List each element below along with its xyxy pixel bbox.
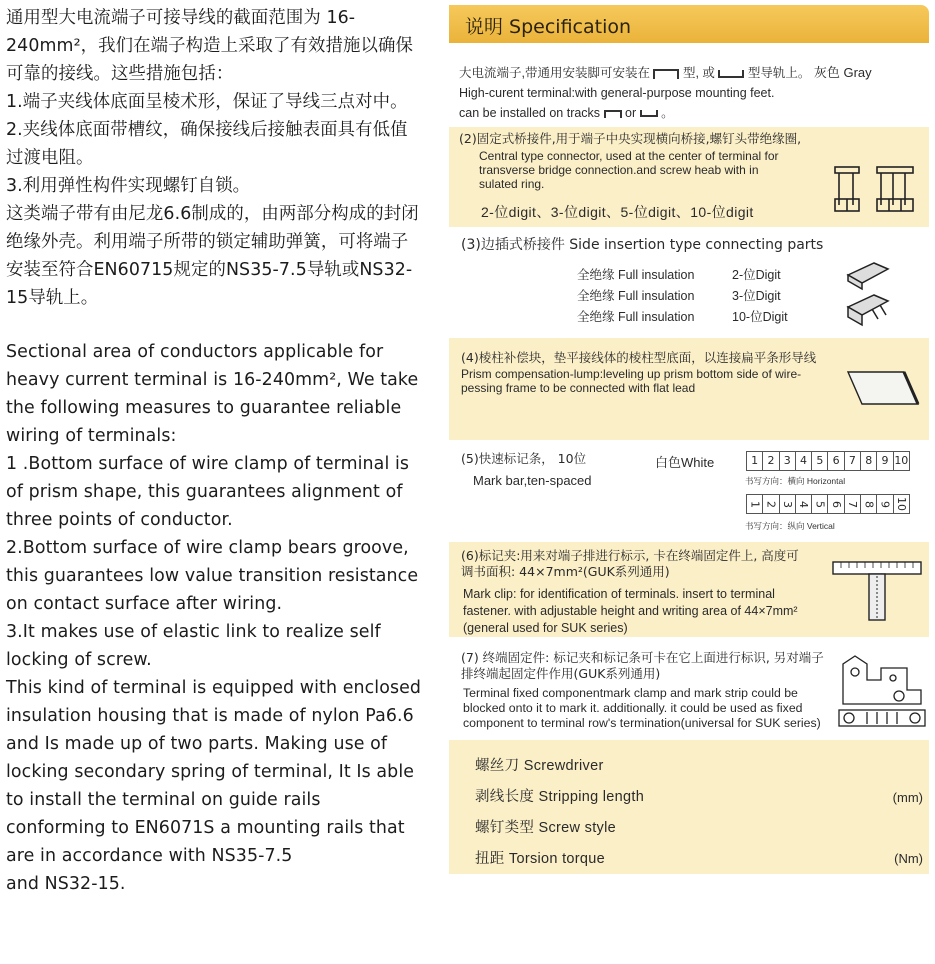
mark-cell: 7 <box>845 452 861 470</box>
mark-cell: 10 <box>894 454 909 467</box>
mark-cell: 6 <box>828 452 844 470</box>
mark-cell: 7 <box>845 495 861 513</box>
mark-clip-icon <box>829 556 925 624</box>
mark-bar-color: 白色White <box>655 455 715 470</box>
section-tools <box>449 740 929 874</box>
section-prism-compensation: (4)棱柱补偿块，垫平接线体的棱柱型底面，以连接扁平条形导线 Prism compensation-lump:leveling up prism bottom side of wire-pessing frame to be connected with flat lead <box>449 338 929 440</box>
description-column <box>6 4 424 898</box>
color-gray: 灰色 Gray <box>813 65 872 80</box>
mark-bar-horizontal <box>746 451 910 471</box>
mark-cell: 10 <box>894 497 908 511</box>
mark-cell: 5 <box>812 452 828 470</box>
mark-cell: 2 <box>763 452 779 470</box>
intro-en-1: High-curent terminal:with general-purpose mounting feet. <box>459 86 775 100</box>
mark-cell: 4 <box>796 452 812 470</box>
intro-text: 大电流端子,带通用安装脚可安装在 型, 或 型导轨上。 灰色 Gray High-curent terminal:with general-purpose mounting feet. can be installed on tracks or 。 <box>459 63 929 123</box>
mark-cell: 8 <box>861 495 877 513</box>
section-bridge-connector: (2)固定式桥接件,用于端子中央实现横向桥接,螺钉头带绝缘圈, Central type connector, used at the center of terminal for transverse bridge connection.and screw heab with in sulated ring. 2-位digit、3-位digit、5-位digit、10-位digit <box>449 127 929 227</box>
section-mark-bar: (5)快速标记条， 10位 Mark bar,ten-spaced 白色White 1 2 3 4 5 6 7 8 9 10 书写方向：横向 Horizontal 1 2 3 4 5 6 7 8 9 10 书写方向：纵向 Vertical <box>449 443 929 540</box>
mark-cell: 3 <box>780 495 796 513</box>
mark-cell: 3 <box>780 452 796 470</box>
screwdriver-label: 螺丝刀 Screwdriver <box>475 758 604 774</box>
rail-top-hat-icon <box>604 110 622 118</box>
mark-cell: 5 <box>812 495 828 513</box>
rail-g-type-icon <box>718 70 744 78</box>
mark-cell: 4 <box>796 495 812 513</box>
section-terminal-fixed: (7) 终端固定件: 标记夹和标记条可卡在它上面进行标识, 另对端子排终端起固定件作用(GUK系列通用) Terminal fixed componentmark clamp and mark strip could be blocked onto it to mark it. additionally. it could be used as fixed component to terminal row's termination(universal for SUK series) <box>449 642 929 738</box>
intro-zh: 大电流端子,带通用安装脚可安装在 <box>459 66 650 80</box>
intro-en-2: can be installed on tracks <box>459 106 601 120</box>
section-mark-clip: (6)标记夹:用来对端子排进行标示, 卡在终端固定件上, 高度可调书面积: 44×7mm²(GUK系列通用) Mark clip: for identification of terminals. insert to terminal fastener. with adjustable height and writing area of 44×7mm² (general used for SUK series) <box>449 542 929 637</box>
mark-cell: 1 <box>747 495 763 513</box>
prism-block-icon <box>844 368 924 408</box>
terminal-fixed-icon <box>837 650 927 734</box>
mark-cell: 8 <box>861 452 877 470</box>
torsion-torque-label: 扭距 Torsion torque <box>475 851 606 867</box>
mark-bar-vertical <box>746 494 910 514</box>
rail-top-hat-icon <box>653 69 679 79</box>
mark-cell: 9 <box>877 495 893 513</box>
stripping-length-unit: (mm) <box>892 790 923 805</box>
rail-g-type-icon <box>640 110 658 117</box>
mark-cell: 1 <box>747 452 763 470</box>
stripping-length-label: 剥线长度 Stripping length <box>475 789 645 805</box>
mark-cell: 6 <box>828 495 844 513</box>
description-zh: 通用型大电流端子可接导线的截面范围为 16-240mm²，我们在端子构造上采取了有效措施以确保可靠的接线。这些措施包括： 1.端子夹线体底面呈棱术形，保证了导线三点对中。 2.夹线体底面带槽纹，确保接线后接触表面具有低值过渡电阻。 3.利用弹性构件实现螺钉自锁。 这类端子带有由尼龙6.6制成的，由两部分构成的封闭绝缘外壳。利用端子所带的锁定辅助弹簧，可将端子安装至符合EN60715规定的NS35-7.5导轨或NS32-15导轨上。 <box>6 8 419 308</box>
side-insertion-icon <box>844 259 894 329</box>
specification-header <box>449 5 929 43</box>
screw-style-label: 螺钉类型 Screw style <box>475 820 616 836</box>
specification-title: 说明 Specification <box>465 16 632 38</box>
torsion-torque-unit: (Nm) <box>894 851 923 866</box>
bridge-digits: 2-位digit、3-位digit、5-位digit、10-位digit <box>481 204 754 220</box>
section-side-insertion: (3)边插式桥接件 Side insertion type connecting parts 全绝缘 Full insulation 2-位Digit 全绝缘 Full insulation 3-位Digit 全绝缘 Full insulation 10-位Digit <box>449 231 929 335</box>
description-en: Sectional area of conductors applicable for heavy current terminal is 16-240mm², We take the following measures to guarantee reliable wiring of terminals: 1 .Bottom surface of wire clamp of terminal is of prism shape, this guarantees alignment of three points of conductor. 2.Bottom surface of wire clamp bears groove, this guarantees low value transition resistance on contact surface after wiring. 3.It makes use of elastic link to realize self locking of screw. This kind of terminal is equipped with enclosed insulation housing that is made of nylon Pa6.6 and Is made up of two parts. Making use of locking secondary spring of terminal, It Is able to install the terminal on guide rails conforming to EN6071S a mounting rails that are in accordance with NS35-7.5 and NS32-15. <box>6 342 422 894</box>
mark-cell: 2 <box>763 495 779 513</box>
mark-cell: 9 <box>877 452 893 470</box>
bridge-connector-icon <box>829 165 919 215</box>
